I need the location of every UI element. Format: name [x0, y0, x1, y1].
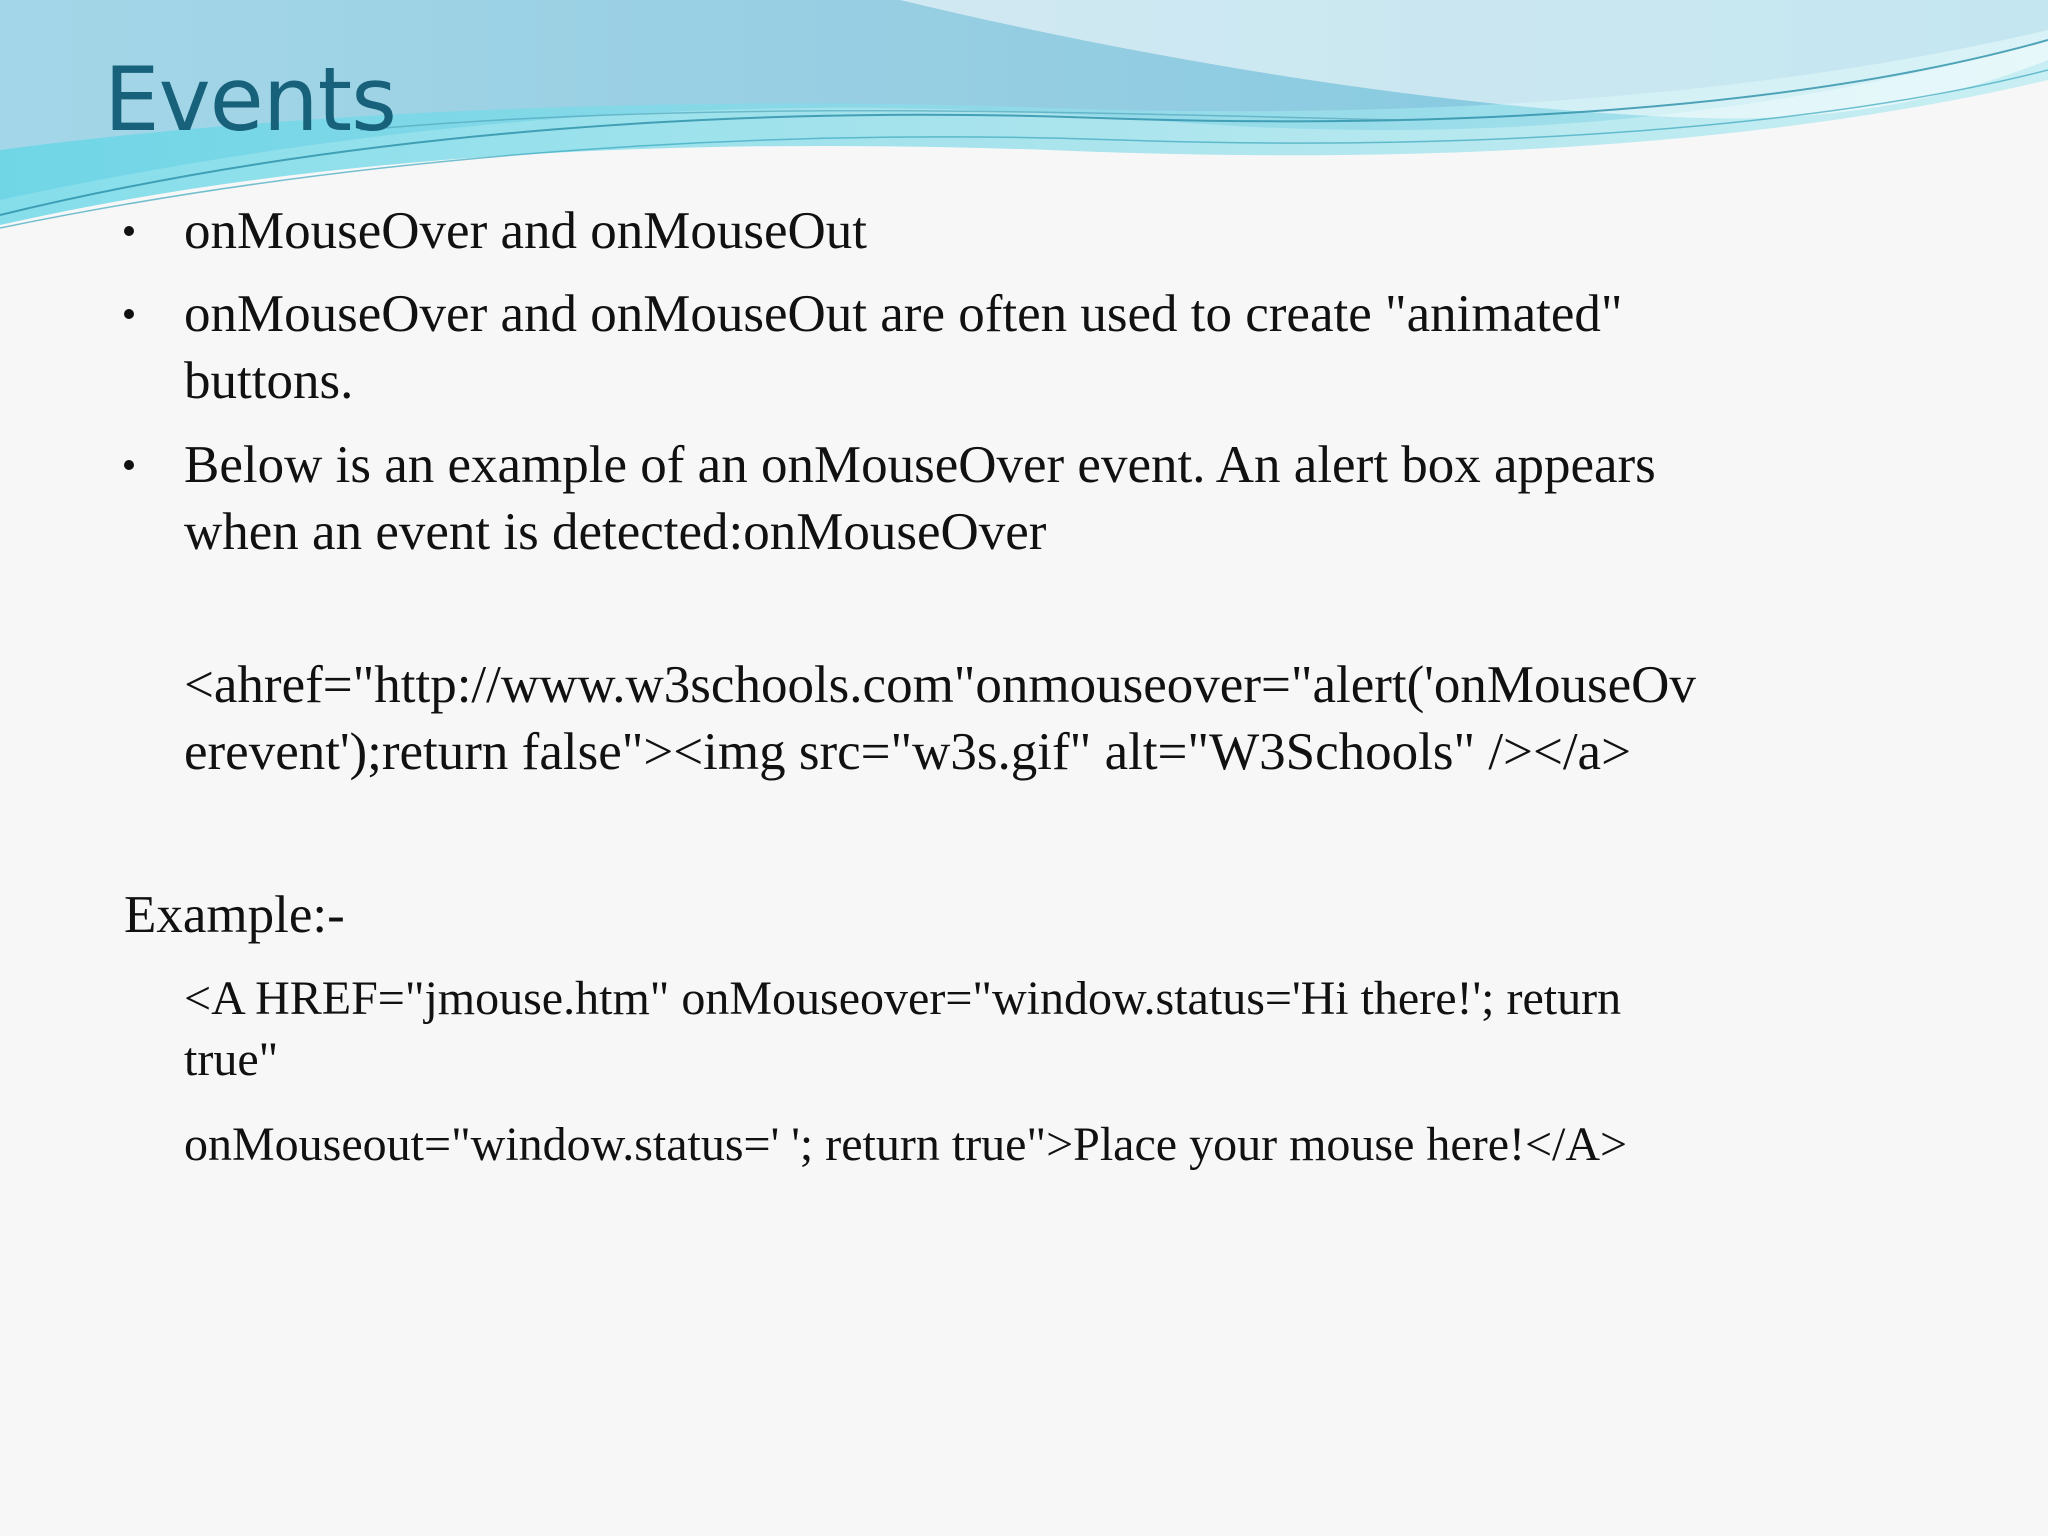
example-line: onMouseout="window.status=' '; return true">Place your mouse here!</A> — [184, 1118, 1628, 1171]
bullet-icon — [124, 226, 134, 236]
example-label: Example:- — [124, 886, 345, 944]
bullet-icon — [124, 460, 134, 470]
slide-title: Events — [104, 48, 396, 151]
bullet-text: onMouseOver and onMouseOut — [184, 202, 868, 260]
bullet-icon — [124, 309, 134, 319]
code-snippet: <ahref="http://www.w3schools.com"onmouseover="alert('onMouseOv erevent');return false"><img src="w3s.gif" alt="W3Schools" /></a> — [184, 656, 1696, 781]
bullet-text: onMouseOver and onMouseOut are often used to create "animated" buttons. — [184, 285, 1623, 410]
bullet-text: Below is an example of an onMouseOver event. An alert box appears when an event is detected:onMouseOver — [184, 436, 1656, 561]
example-line: <A HREF="jmouse.htm" onMouseover="window.status='Hi there!'; return true" — [184, 972, 1622, 1086]
